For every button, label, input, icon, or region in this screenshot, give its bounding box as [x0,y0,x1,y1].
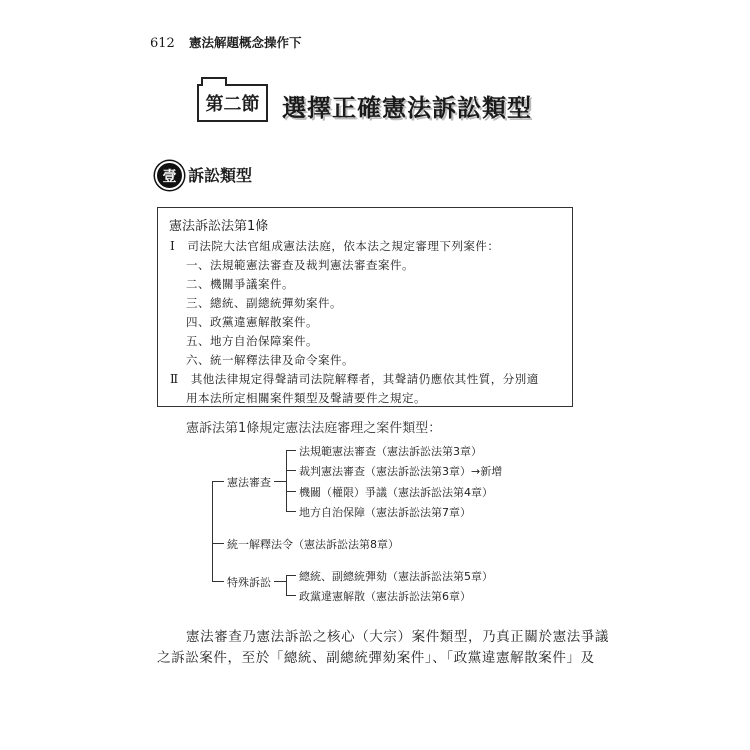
tree-leaf: 裁判憲法審查（憲法訴訟法第3章）→新增 [299,465,503,478]
law-paragraph-1 [170,238,499,254]
tree-leaf: 政黨違憲解散（憲法訴訟法第6章） [299,590,471,603]
law-paragraph-2 [170,371,539,387]
tree-group-label: 統一解釋法令（憲法訴訟法第8章） [227,538,399,551]
tree-leaf: 機關（權限）爭議（憲法訴訟法第4章） [299,486,493,499]
tree-connector [274,481,286,482]
section-title: 選擇正確憲法訴訟類型 [282,94,532,122]
tree-leaf: 法規範憲法審查（憲法訴訟法第3章） [299,445,482,458]
folder-tab-icon [201,77,227,86]
tree-connector [212,543,224,544]
intro-text: 憲訴法第1條規定憲法法庭審理之案件類型： [186,421,442,436]
law-box-title: 憲法訴訟法第1條 [169,219,269,234]
subsection-badge: 壹 [155,161,184,190]
law-paragraph-2-cont: 用本法所定相關案件類型及聲請要件之規定。 [186,391,426,405]
tree-branch-line [286,575,287,595]
tree-connector [286,511,296,512]
tree-connector [286,450,296,451]
paragraph-number: Ⅱ [170,372,179,386]
tree-leaf: 總統、副總統彈劾（憲法訴訟法第5章） [299,570,493,583]
law-item: 四、政黨違憲解散案件。 [186,315,318,329]
book-title: 憲法解題概念操作下 [188,35,302,50]
body-paragraph-line: 憲法審查乃憲法訴訟之核心（大宗）案件類型，乃真正關於憲法爭議 [186,629,609,645]
paragraph-number: Ⅰ [170,239,176,253]
law-item: 三、總統、副總統彈劾案件。 [186,296,342,310]
tree-connector [274,581,286,582]
paragraph-text: 其他法律規定得聲請司法院解釋者，其聲請仍應依其性質，分別適 [190,372,539,386]
tree-connector [212,581,224,582]
tree-branch-line [286,450,287,512]
tree-connector [286,595,296,596]
tree-group-label: 憲法審查 [227,476,271,489]
page-number: 612 [150,36,175,51]
paragraph-text: 司法院大法官組成憲法法庭，依本法之規定審理下列案件： [187,239,500,253]
body-paragraph-line: 之訴訟案件，至於「總統、副總統彈劾案件」、「政黨違憲解散案件」及 [157,650,595,666]
tree-connector [286,470,296,471]
section-tab-label: 第二節 [205,94,260,115]
tree-connector [212,481,224,482]
running-header [150,33,301,51]
tree-trunk-line [212,481,213,582]
law-item: 六、統一解釋法律及命令案件。 [186,353,354,367]
tree-connector [286,491,296,492]
tree-group-label: 特殊訴訟 [227,576,271,589]
section-tab [197,84,268,122]
law-item: 二、機關爭議案件。 [186,277,294,291]
law-item: 五、地方自治保障案件。 [186,334,318,348]
tree-connector [286,575,296,576]
law-item: 一、法規範憲法審查及裁判憲法審查案件。 [186,258,414,272]
tree-leaf: 地方自治保障（憲法訴訟法第7章） [299,506,471,519]
subsection-title: 訴訟類型 [188,166,253,185]
